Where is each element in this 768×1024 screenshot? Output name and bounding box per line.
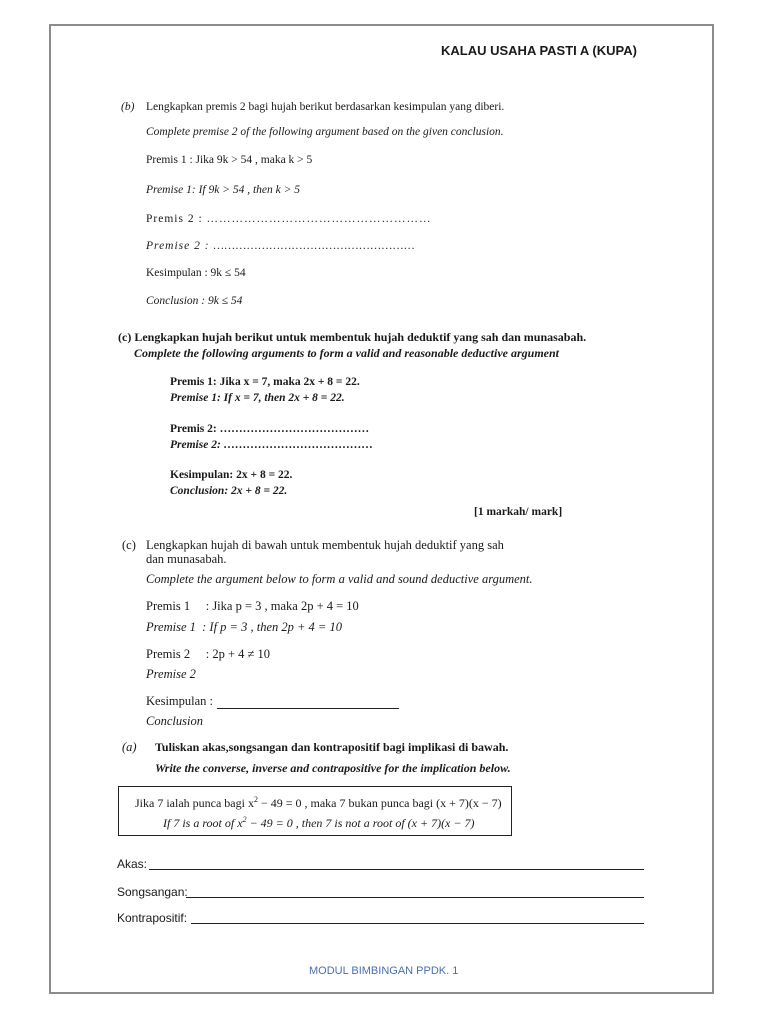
section-c2-conclusion: Conclusion	[146, 714, 203, 728]
section-c2-instruction-en: Complete the argument below to form a valid and sound deductive argument.	[146, 572, 533, 586]
section-a-instruction-ms: Tuliskan akas,songsangan dan kontrapositif bagi implikasi di bawah.	[155, 740, 509, 754]
section-b-instruction-ms: Lengkapkan premis 2 bagi hujah berikut berdasarkan kesimpulan yang diberi.	[146, 101, 505, 113]
section-c1-premis1-en: Premise 1: If x = 7, then 2x + 8 = 22.	[170, 392, 345, 404]
section-c1-conclusion: Conclusion: 2x + 8 = 22.	[170, 485, 288, 497]
section-c2-instruction-ms-1: Lengkapkan hujah di bawah untuk membentuk hujah deduktif yang sah	[146, 538, 504, 552]
implication-box	[118, 786, 512, 836]
section-c2-kesimpulan: Kesimpulan :	[146, 694, 399, 709]
section-c1-premis1-ms: Premis 1: Jika x = 7, maka 2x + 8 = 22.	[170, 376, 360, 388]
section-a-instruction-en: Write the converse, inverse and contrapositive for the implication below.	[155, 761, 511, 775]
section-c2-label: (c)	[122, 538, 136, 552]
kontrapositif-label: Kontrapositif:	[117, 911, 188, 925]
akas-answer-line[interactable]	[149, 869, 644, 870]
songsangan-label: Songsangan:	[117, 885, 188, 899]
section-c2-premis1-ms: Premis 1 : Jika p = 3 , maka 2p + 4 = 10	[146, 599, 359, 613]
section-b-kesimpulan: Kesimpulan : 9k ≤ 54	[146, 267, 246, 279]
section-b-instruction-en: Complete premise 2 of the following argument based on the given conclusion.	[146, 126, 504, 138]
section-c2-premis1-en: Premise 1 : If p = 3 , then 2p + 4 = 10	[146, 620, 342, 634]
section-c1-kesimpulan: Kesimpulan: 2x + 8 = 22.	[170, 469, 293, 481]
section-b-premis2-en: Premise 2 : ………………………………………………	[146, 240, 416, 252]
akas-label: Akas:	[117, 857, 148, 871]
header-title: KALAU USAHA PASTI A (KUPA)	[441, 43, 637, 58]
section-c1-premis2-en: Premise 2: …………………………………	[170, 439, 374, 451]
section-b-premis1-en: Premise 1: If 9k > 54 , then k > 5	[146, 184, 301, 196]
section-c2-premis2-ms: Premis 2 : 2p + 4 ≠ 10	[146, 647, 270, 661]
footer-text: MODUL BIMBINGAN PPDK. 1	[309, 965, 459, 977]
songsangan-answer-line[interactable]	[186, 897, 644, 898]
section-b-premis1-ms: Premis 1 : Jika 9k > 54 , maka k > 5	[146, 154, 313, 166]
section-b-conclusion: Conclusion : 9k ≤ 54	[146, 295, 243, 307]
section-c1-instruction-en: Complete the following arguments to form a valid and reasonable deductive argument	[134, 346, 560, 360]
section-b-label: (b)	[121, 101, 135, 113]
section-c1-instruction-ms: (c) Lengkapkan hujah berikut untuk membentuk hujah deduktif yang sah dan munasabah.	[118, 330, 587, 344]
section-c1-premis2-ms: Premis 2: …………………………………	[170, 423, 370, 435]
kontrapositif-answer-line[interactable]	[191, 923, 644, 924]
section-a-label: (a)	[122, 740, 137, 754]
page-border	[49, 24, 714, 994]
section-c2-instruction-ms-2: dan munasabah.	[146, 552, 227, 566]
kesimpulan-blank-line	[217, 696, 399, 709]
section-b-premis2-ms: Premis 2 : ………………………………………………	[146, 213, 432, 225]
section-c1-mark: [1 markah/ mark]	[474, 506, 563, 518]
implication-en: If 7 is a root of $x^2 - 49 = 0$ , then 7 is not a root of (x + 7)(x − 7)	[163, 815, 475, 830]
section-c2-premis2-en: Premise 2	[146, 667, 196, 681]
implication-ms: Jika 7 ialah punca bagi $x^2 - 49 = 0$ , maka 7 bukan punca bagi (x + 7)(x − 7)	[135, 795, 502, 810]
